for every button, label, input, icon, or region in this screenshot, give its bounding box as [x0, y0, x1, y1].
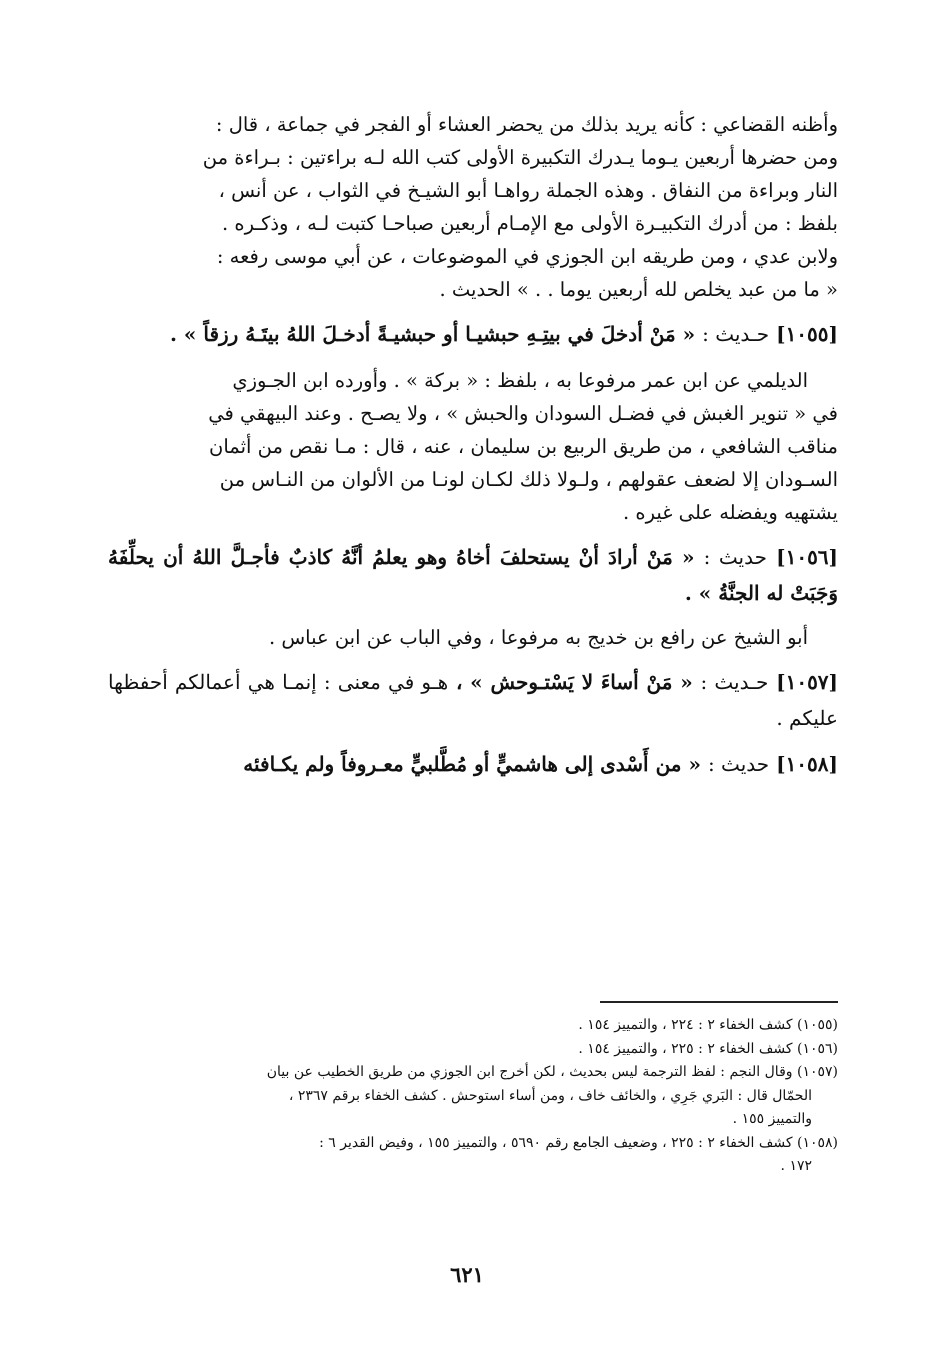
- hadith-1055: [108, 316, 838, 352]
- footnote-1058-continued: ١٧٢ .: [780, 1158, 812, 1174]
- footnote-1057-continued: الحمّال قال : البَري جَرِي ، والخائف خاف ، ومن أساء استوحش . كشف الخفاء برقم ٢٣٦٧ ،: [288, 1087, 812, 1104]
- text-line: ولابن عدي ، ومن طريقه ابن الجوزي في الموضوعات ، عن أبي موسى رفعه :: [216, 245, 838, 268]
- footnote-1057: (١٠٥٧) وقال النجم : لفظ الترجمة ليس بحديث ، لكن أخرج ابن الجوزي من طريق الخطيب عن بيان: [266, 1064, 838, 1080]
- text-line: « ما من عبد يخلص لله أربعين يوما . . » الحديث .: [439, 278, 838, 301]
- intro-paragraph: [108, 108, 838, 306]
- footnote-divider: [600, 1001, 838, 1003]
- text-line: مناقب الشافعي ، من طريق الربيع بن سليمان ، عنه ، قال : مـا نقص من أثمان: [209, 435, 838, 458]
- hadith-label: حديث :: [707, 752, 770, 776]
- text-line: وأظنه القضاعي : كأنه يريد بذلك من يحضر العشاء أو الفجر في جماعة ، قال :: [215, 113, 838, 136]
- text-line: النار وبراءة من النفاق . وهذه الجملة رواهـا أبو الشيـخ في الثواب ، عن أنس ،: [218, 179, 838, 202]
- hadith-1056: [108, 539, 838, 611]
- hadith-label: حـديث :: [700, 670, 769, 694]
- text-line: يشتهيه ويفضله على غيره .: [623, 501, 838, 524]
- footnote-1057-continued: والتمييز ١٥٥ .: [732, 1111, 812, 1127]
- hadith-label: حـديث :: [702, 322, 770, 346]
- main-text: [108, 108, 838, 782]
- hadith-number: [١٠٥٦]: [776, 545, 839, 569]
- footnotes: [108, 1014, 838, 1179]
- footnote-1055: (١٠٥٥) كشف الخفاء ٢ : ٢٢٤ ، والتمييز ١٥٤ .: [578, 1017, 838, 1033]
- hadith-text: « مَنْ أرادَ أنْ يستحلفَ أخاهُ وهو يعلمُ أنَّهُ كاذبٌ فأجـلَّ اللهُ أن يحلِّفَهُ وَجَبَتْ له الجنَّةُ » .: [108, 545, 838, 605]
- hadith-number: [١٠٥٨]: [776, 752, 838, 776]
- hadith-text: « من أَسْدى إلى هاشميٍّ أو مُطَّلبيٍّ معـروفاً ولم يكـافئه: [243, 752, 701, 776]
- text-line: الديلمي عن ابن عمر مرفوعا به ، بلفظ : « بركة » . وأورده ابن الجـوزي: [232, 369, 808, 392]
- hadith-1057: [108, 664, 838, 736]
- text-line: ومن حضرها أربعين يـوما يـدرك التكبيرة الأولى كتب الله لـه براءتين : بـراءة من: [202, 146, 838, 169]
- footnote-1056: (١٠٥٦) كشف الخفاء ٢ : ٢٢٥ ، والتمييز ١٥٤ .: [578, 1040, 838, 1057]
- hadith-number: [١٠٥٧]: [776, 670, 839, 694]
- hadith-label: حديث :: [703, 545, 767, 569]
- footnote-1058: (١٠٥٨) كشف الخفاء ٢ : ٢٢٥ ، وضعيف الجامع رقم ٥٦٩٠ ، والتمييز ١٥٥ ، وفيض القدير ٦ :: [319, 1134, 838, 1151]
- hadith-text: « مَنْ أدخلَ في بيتِـهِ حبشيـا أو حبشيـةً أدخـلَ اللهُ بيتَـهُ رزقاً » .: [169, 322, 696, 346]
- hadith-text: « مَنْ أساءَ لا يَسْتـوحش » ،: [455, 670, 693, 694]
- hadith-commentary: هـو في معنى : إنمـا هي أعمالكم أحفظها عليكم .: [108, 670, 838, 730]
- hadith-1058: [108, 746, 838, 782]
- commentary-1055: [108, 364, 838, 529]
- text-line: بلفظ : من أدرك التكبيـرة الأولى مع الإمـام أربعين صباحـا كتبت لـه ، وذكـره .: [221, 212, 838, 235]
- hadith-number: [١٠٥٥]: [776, 322, 838, 346]
- page-number: ٦٢١: [450, 1262, 484, 1287]
- text-line: السـودان إلا لضعف عقولهم ، ولـولا ذلك لكـان لونـا من الألوان من النـاس من: [219, 468, 838, 491]
- commentary-1056: أبو الشيخ عن رافع بن خديج به مرفوعا ، وفي الباب عن ابن عباس .: [268, 626, 808, 649]
- text-line: في « تنوير الغبش في فضـل السودان والحبش » ، ولا يصـح . وعند البيهقي في: [208, 402, 838, 425]
